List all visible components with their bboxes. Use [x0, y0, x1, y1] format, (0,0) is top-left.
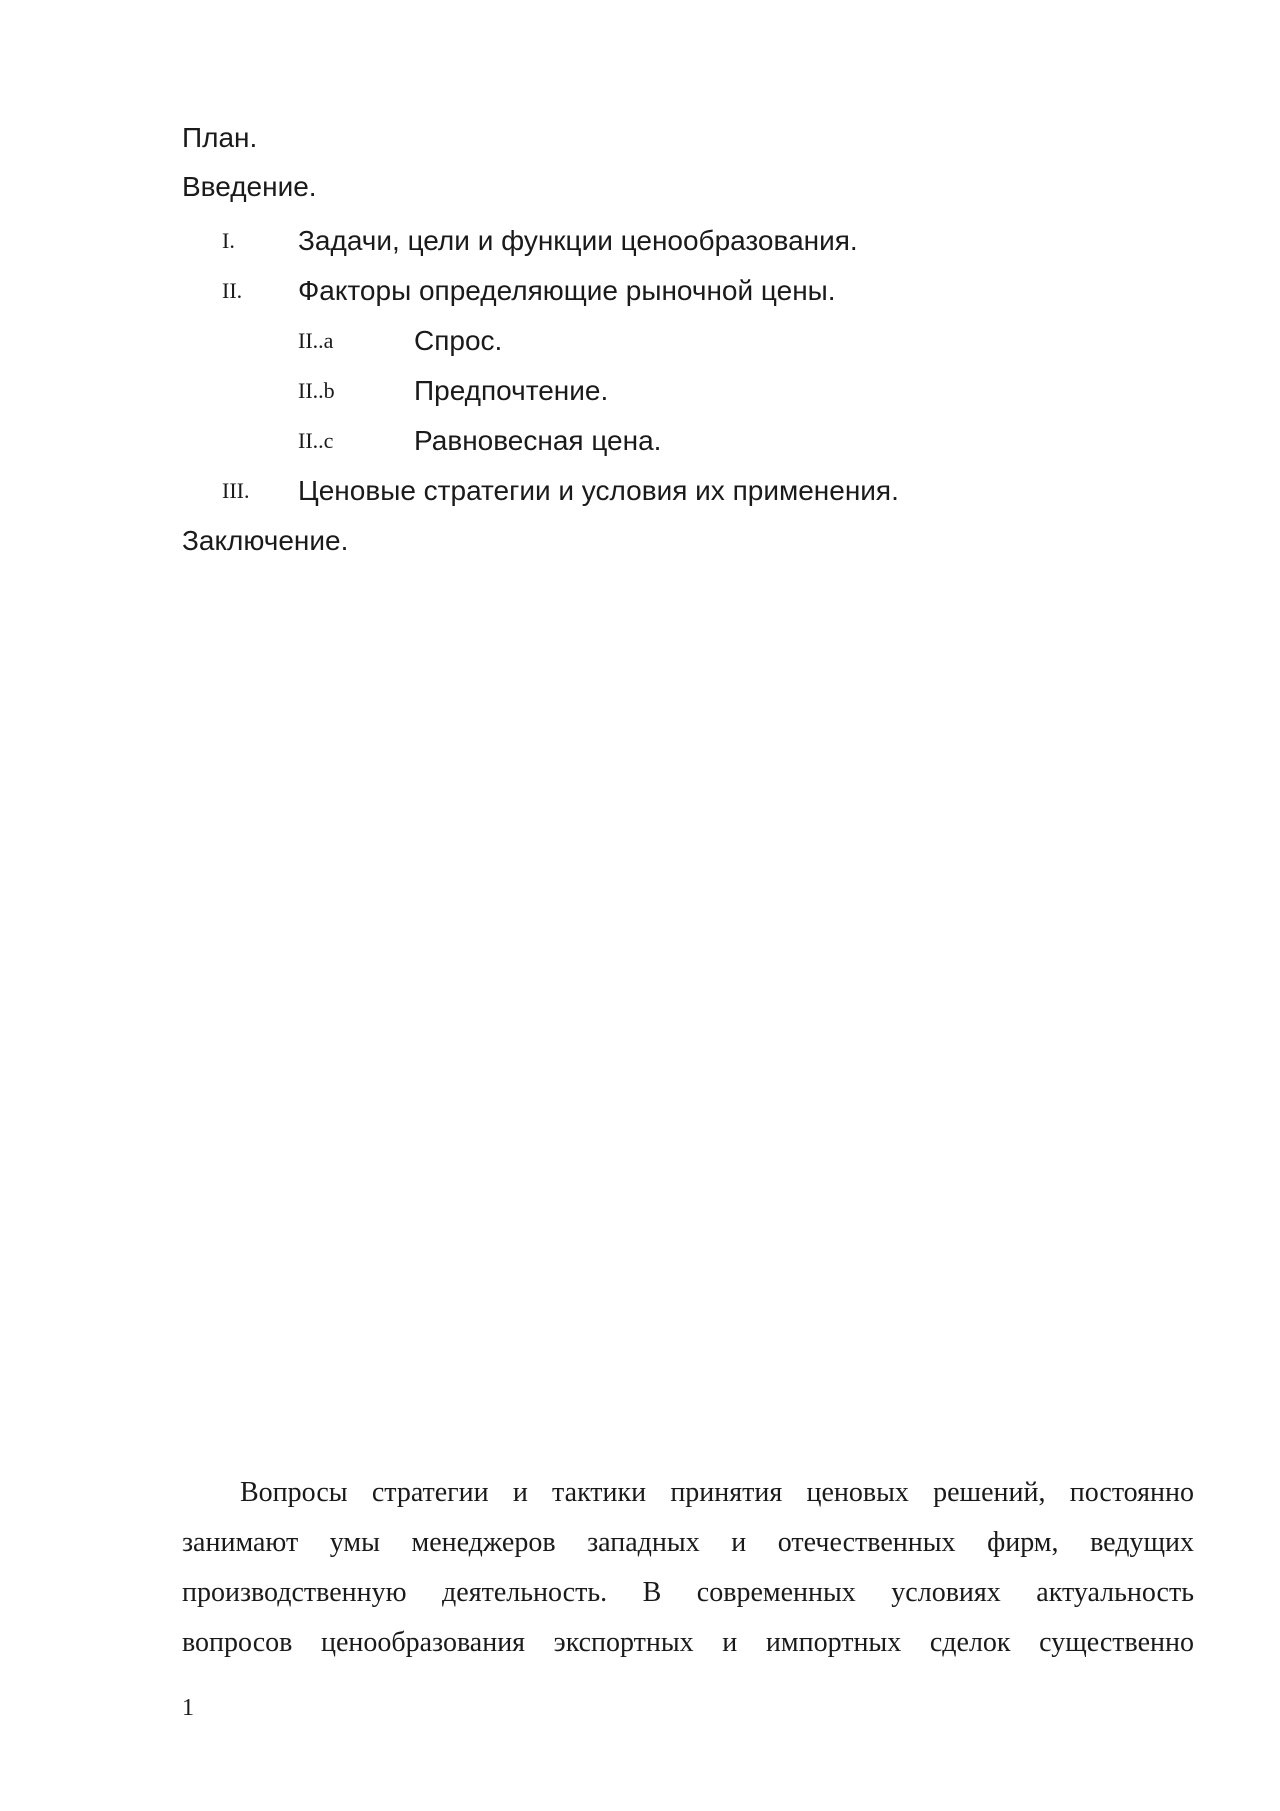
plan-subitem-text: Предпочтение. — [414, 375, 609, 406]
plan-subitem-number: II..c — [298, 428, 334, 453]
page-number: 1 — [182, 1695, 194, 1721]
plan-item-number: II. — [222, 278, 243, 303]
plan-subitem-text: Равновесная цена. — [414, 425, 662, 456]
body-paragraph-line: вопросов ценообразования экспортных и импортных сделок существенно — [182, 1627, 1194, 1658]
plan-subitem-number: II..a — [298, 328, 334, 353]
plan-item-number: III. — [222, 478, 250, 503]
plan-item-text: Факторы определяющие рыночной цены. — [298, 275, 836, 306]
plan-subitem-number: II..b — [298, 378, 335, 403]
plan-intro: Введение. — [182, 171, 317, 202]
plan-title: План. — [182, 122, 258, 153]
body-paragraph-line: производственную деятельность. В современных условиях актуальность — [182, 1577, 1194, 1608]
plan-conclusion: Заключение. — [182, 525, 349, 556]
plan-subitem-text: Спрос. — [414, 325, 503, 356]
body-paragraph-line: Вопросы стратегии и тактики принятия ценовых решений, постоянно — [240, 1477, 1194, 1508]
plan-item-text: Ценовые стратегии и условия их применения. — [298, 475, 899, 506]
plan-item-number: I. — [222, 228, 235, 253]
plan-item-text: Задачи, цели и функции ценообразования. — [298, 225, 858, 256]
body-paragraph-line: занимают умы менеджеров западных и отечественных фирм, ведущих — [182, 1527, 1194, 1558]
